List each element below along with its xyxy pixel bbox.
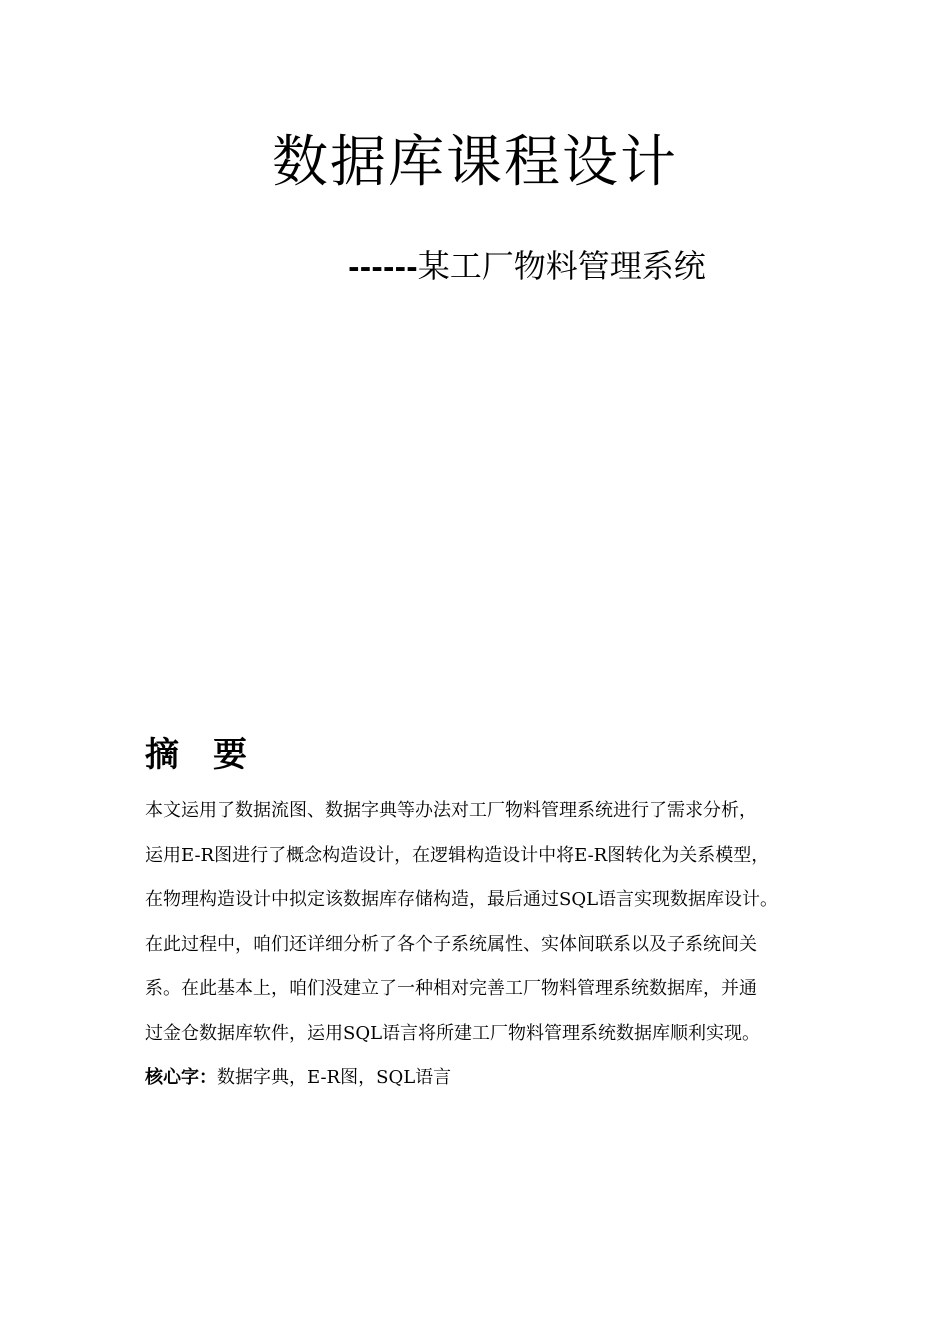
abstract-line: 本文运用了数据流图、数据字典等办法对工厂物料管理系统进行了需求分析， xyxy=(145,800,757,821)
subtitle-text: 某工厂物料管理系统 xyxy=(417,247,706,285)
abstract-line: 运用E-R图进行了概念构造设计，在逻辑构造设计中将E-R图转化为关系模型， xyxy=(145,844,770,866)
abstract-line: 在此过程中，咱们还详细分析了各个子系统属性、实体间联系以及子系统间关 xyxy=(145,933,757,955)
keywords-value: 数据字典，E-R图，SQL语言 xyxy=(217,1067,452,1088)
abstract-body xyxy=(145,800,815,1067)
document-subtitle xyxy=(348,244,706,290)
abstract-line: 系。在此基本上，咱们没建立了一种相对完善工厂物料管理系统数据库，并通 xyxy=(145,978,757,999)
abstract-line: 在物理构造设计中拟定该数据库存储构造，最后通过SQL语言实现数据库设计。 xyxy=(145,889,779,910)
keywords-label: 核心字： xyxy=(145,1067,217,1088)
abstract-line: 过金仓数据库软件，运用SQL语言将所建工厂物料管理系统数据库顺利实现。 xyxy=(145,1022,761,1044)
abstract-heading-char-1: 摘 xyxy=(145,735,181,775)
document-title: 数据库课程设计 xyxy=(272,130,678,195)
abstract-heading-char-2: 要 xyxy=(213,735,249,775)
abstract-heading xyxy=(145,732,249,778)
keywords xyxy=(145,1067,451,1089)
subtitle-dashes: ------ xyxy=(348,251,418,284)
